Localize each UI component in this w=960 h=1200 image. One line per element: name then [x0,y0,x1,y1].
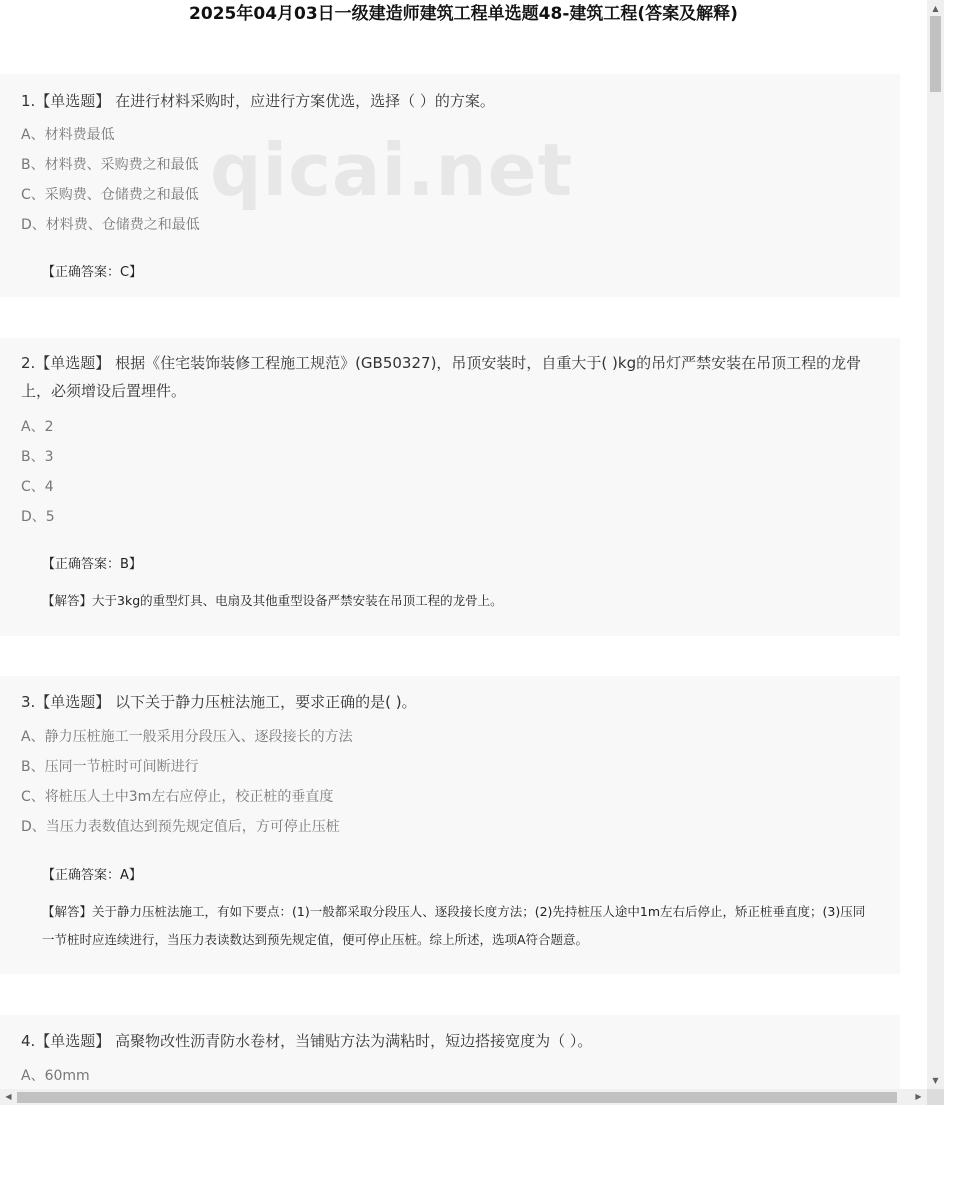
scrollbar-corner [927,1089,944,1105]
option-a: A、静力压桩施工一般采用分段压入、逐段接长的方法 [21,729,353,745]
option-c: C、将桩压人土中3m左右应停止，校正桩的垂直度 [21,789,334,805]
page-title: 2025年04月03日一级建造师建筑工程单选题48-建筑工程(答案及解释) [189,4,738,24]
option-a: A、2 [21,419,54,435]
question-text: 3.【单选题】 以下关于静力压桩法施工，要求正确的是( )。 [21,693,417,711]
correct-answer: 【正确答案：B】 [42,557,142,572]
option-b: B、3 [21,449,54,465]
option-d: D、5 [21,509,55,525]
question-card-1 [0,74,900,297]
option-b: B、压同一节桩时可间断进行 [21,759,199,775]
explanation: 【解答】大于3kg的重型灯具、电扇及其他重型设备严禁安装在吊顶工程的龙骨上。 [42,593,503,608]
option-d: D、材料费、仓储费之和最低 [21,217,200,233]
option-d: D、当压力表数值达到预先规定值后，方可停止压桩 [21,819,340,835]
horizontal-scroll-thumb[interactable] [17,1092,897,1103]
correct-answer: 【正确答案：C】 [42,265,143,280]
option-c: C、4 [21,479,54,495]
scroll-up-arrow-icon[interactable]: ▲ [932,4,939,13]
vertical-scrollbar[interactable] [927,0,944,1089]
scroll-right-arrow-icon[interactable]: ▶ [915,1092,922,1101]
explanation: 【解答】关于静力压桩法施工，有如下要点：(1)一般都采取分段压人、逐段接长度方法；(2)先持桩压人途中1m左右后停止，矫正桩垂直度；(3)压同一节桩时应连续进行，当压力表读数达到预先规定值，便可停止压桩。综上所述，选项A符合题意。 [42,904,866,947]
option-c: C、采购费、仓储费之和最低 [21,187,199,203]
option-a: A、60mm [21,1068,90,1084]
question-text: 1.【单选题】 在进行材料采购时，应进行方案优选，选择（ ）的方案。 [21,92,495,110]
vertical-scroll-thumb[interactable] [930,16,941,92]
correct-answer: 【正确答案：A】 [42,868,142,883]
option-a: A、材料费最低 [21,127,115,143]
question-card-2 [0,338,900,636]
scroll-down-arrow-icon[interactable]: ▼ [932,1076,939,1085]
option-b: B、材料费、采购费之和最低 [21,157,199,173]
question-card-3 [0,676,900,974]
horizontal-scrollbar[interactable] [0,1089,927,1105]
question-text: 4.【单选题】 高聚物改性沥青防水卷材，当铺贴方法为满粘时，短边搭接宽度为（ ）。 [21,1032,593,1050]
question-text: 2.【单选题】 根据《住宅装饰装修工程施工规范》(GB50327)，吊顶安装时，自重大于( )kg的吊灯严禁安装在吊顶工程的龙骨上，必须增设后置埋件。 [21,354,862,400]
site-watermark: qicai.net [210,128,574,212]
question-card-4 [0,1015,900,1089]
scroll-left-arrow-icon[interactable]: ◀ [5,1092,12,1101]
